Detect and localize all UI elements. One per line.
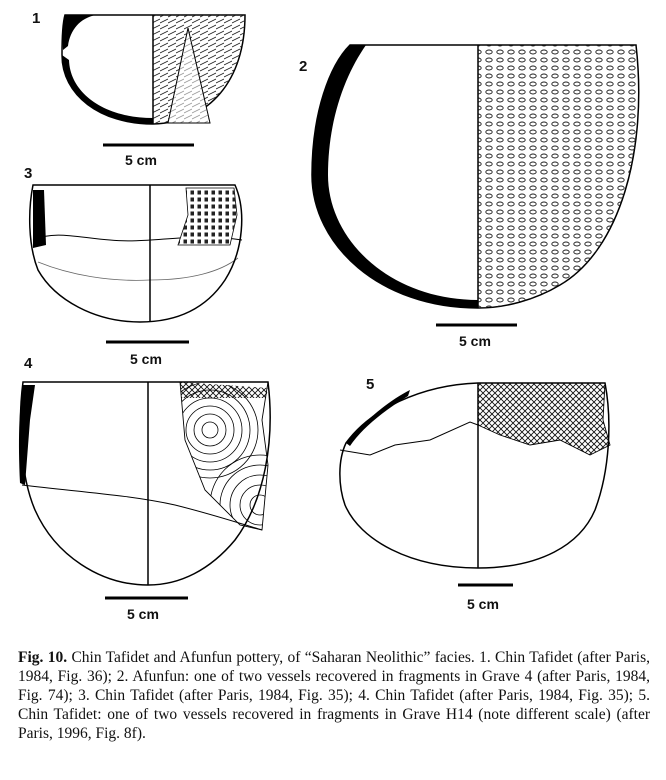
vessel-4-label: 4: [24, 355, 33, 372]
vessel-4-scale-label: 5 cm: [127, 606, 159, 622]
vessel-5-scale-label: 5 cm: [467, 596, 499, 612]
vessel-2-drawing: [312, 45, 639, 308]
vessel-3-drawing: [30, 185, 242, 322]
figure-caption-text: Chin Tafidet and Afunfun pottery, of “Saharan Neolithic” facies. 1. Chin Tafidet (after Paris, 1984, Fig. 36); 2. Afunfun: one of two vessels recovered in fragments in Grave 4 (after Paris, 1984, Fig. 74); 3. Chin Tafidet (after Paris, 1984, Fig. 35); 4. Chin Tafidet (after Paris, 1984, Fig. 35); 5. Chin Tafidet: one of two vessels recovered in fragments in Grave H14 (note different scale) (after Paris, 1996, Fig. 8f).: [18, 649, 650, 742]
vessel-2-scale-label: 5 cm: [459, 333, 491, 349]
vessel-1-scale-label: 5 cm: [125, 152, 157, 168]
vessel-5-drawing: [340, 383, 610, 568]
vessel-2-label: 2: [299, 58, 308, 75]
vessel-4-drawing: [19, 382, 310, 585]
vessel-5-label: 5: [366, 376, 375, 393]
vessel-1-drawing: [62, 15, 245, 124]
vessel-1-label: 1: [32, 10, 41, 27]
figure-caption-label: Fig. 10.: [18, 649, 68, 666]
vessel-3-label: 3: [24, 165, 33, 182]
vessel-3-scale-label: 5 cm: [130, 351, 162, 367]
figure-caption: [18, 648, 650, 743]
